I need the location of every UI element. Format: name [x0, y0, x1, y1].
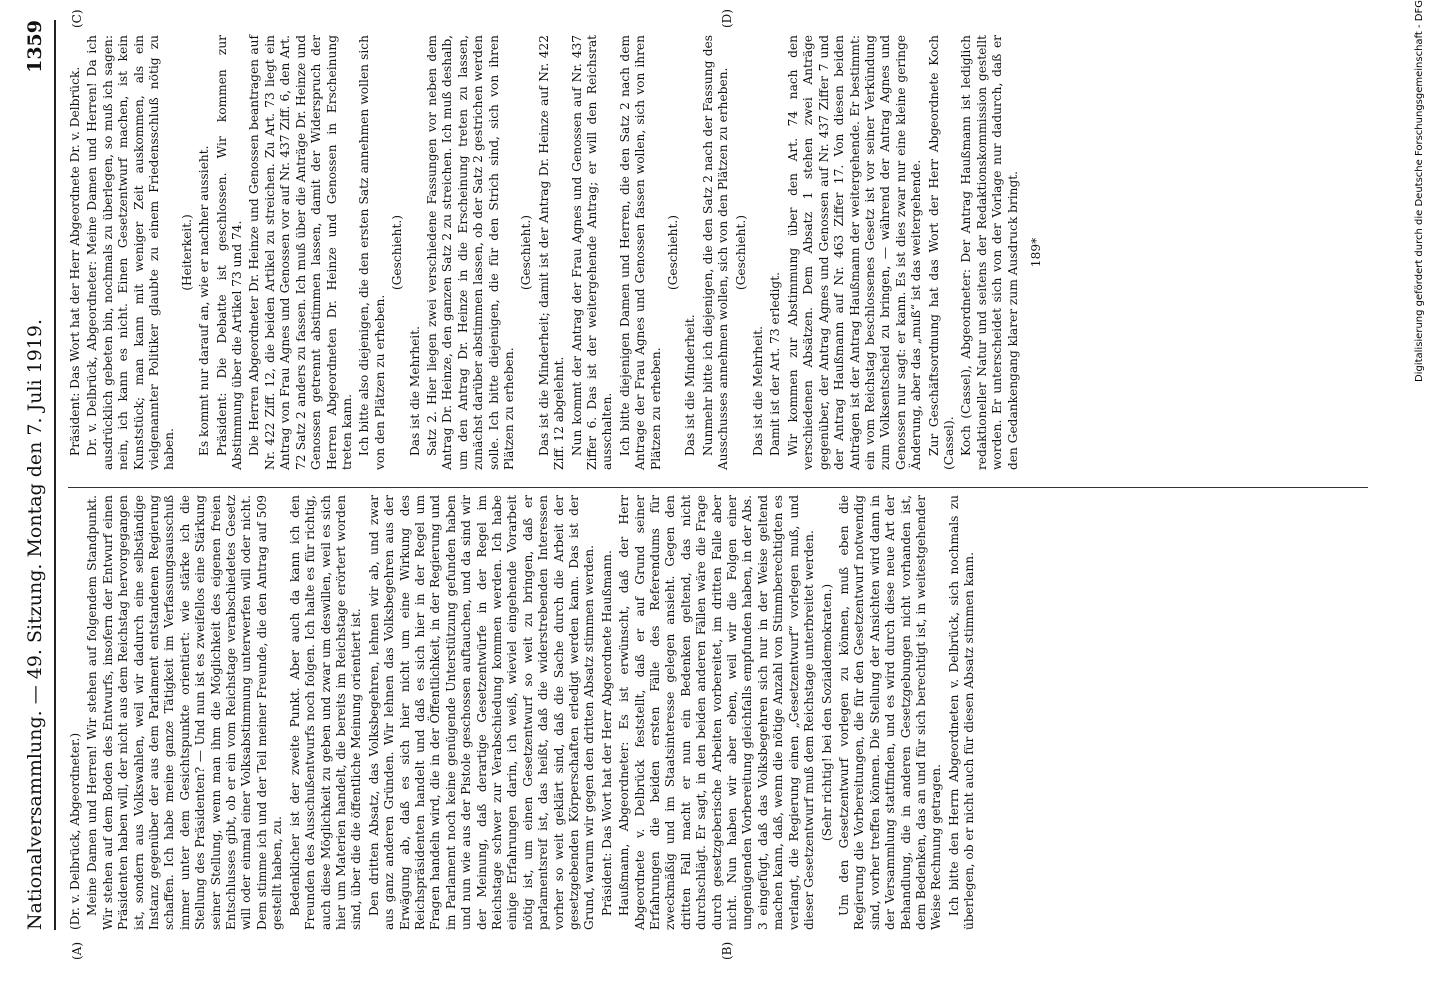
signature-mark: 189*: [1028, 237, 1043, 268]
paragraph: Dr. v. Delbrück, Abgeordneter: Meine Damen und Herren! Da ich ausdrücklich gebeten bin, nochmals zu überlegen, so muß ich sagen: nein, ich kann es nicht. Einen Gesetzentwurf machen, ist kein Kunststück; man kann mit weniger Zeit auskommen, als ein vielgenannter Politiker glaubte zu einem Friedensschluß nötig zu haben.: [85, 35, 177, 470]
paragraph: Damit ist der Art. 73 erledigt.: [768, 272, 783, 456]
margin-marker-d: (D): [720, 9, 734, 28]
paragraph: Koch (Cassel), Abgeordneter: Der Antrag Haußmann ist lediglich redaktioneller Natur und seitens der Redaktionskommission gestellt worden. Er unterscheidet sich von der Vorlage nur dadurch, daß er den Gedankengang klarer zum Ausdruck bringt.: [959, 35, 1020, 470]
paragraph: Bedenklicher ist der zweite Punkt. Aber auch da kann ich den Freunden des Ausschußentwurfs noch folgen. Ich halte es für richtig, auch diese Möglichkeit zu geben und zwar um deswillen, weil es sich hier um Materien handelt, die bereits im Reichstage erörtert worden sind, über die die öffentliche Meinung orientiert ist.: [287, 495, 364, 930]
paragraph: (Geschieht.): [390, 214, 405, 291]
paragraph: Nunmehr bitte ich diejenigen, die den Satz 2 nach der Fassung des Ausschusses annehmen wollen, sich von den Plätzen zu erheben.: [700, 35, 731, 470]
paragraph: Das ist die Mehrheit.: [407, 326, 422, 456]
paragraph: Nun kommt der Antrag der Frau Agnes und Genossen auf Nr. 437 Ziffer 6. Das ist der weitergehende Antrag; er will den Reichsrat ausschalten.: [569, 35, 615, 470]
margin-marker-c: (C): [70, 9, 84, 28]
page-header: [22, 20, 56, 930]
paragraph: Haußmann, Abgeordneter: Es ist erwünscht, daß der Herr Abgeordnete v. Delbrück feststellt, daß er auf Grund seiner Erfahrungen die beiden ersten Fälle des Referendums für zweckmäßig und im Staatsinteresse gelegen ansieht. Gegen den dritten Fall macht er nun ein Bedenken geltend, das nicht durchschlägt. Er sagt, in den beiden anderen Fällen wäre die Frage durch gesetzgeberische Arbeiten vorbereitet, im dritten Falle aber nicht. Nun haben wir aber eben, weil wir die Folgen einer ungenügenden Vorbereitung gleichfalls empfunden haben, in der Abs. 3 eingefügt, daß das Volksbegehren sich nur in der Weise geltend machen kann, daß, wenn die nötige Anzahl von Stimmberechtigten es verlangt, die Regierung einen „Gesetzentwurf“ vorlegen muß, und dieser Gesetzentwurf muß dem Reichstage unterbreitet werden.: [617, 495, 817, 930]
header-title: Nationalversammlung. — 49. Sitzung. Montag den 7. Juli 1919.: [24, 318, 46, 930]
paragraph: (Geschieht.): [733, 214, 748, 291]
paragraph: (Heiterkeit.): [179, 214, 194, 291]
paragraph: Das ist die Minderheit; damit ist der Antrag Dr. Heinze auf Nr. 422 Ziff. 12 abgelehnt.: [536, 35, 567, 470]
margin-marker-b: (B): [720, 941, 734, 960]
margin-marker-a: (A): [70, 941, 84, 960]
paragraph: (Sehr richtig! bei den Sozialdemokraten.): [819, 583, 834, 842]
left-column: [68, 495, 980, 930]
column-divider: [68, 487, 1368, 488]
paragraph: Den dritten Absatz, das Volksbegehren, lehnen wir ab, und zwar aus ganz anderen Gründen. Wir lehnen das Volksbegehren aus der Erwägung ab, daß es sich hier nicht um eine Wirkung des Reichspräsidenten handelt und daß es sich hier in der Regel um Fragen handeln wird, die in der Öffentlichkeit, in der Regierung und im Parlament noch keine genügende Unterstützung gefunden haben und nun wie aus der Pistole geschossen auftauchen, und da sind wir der Meinung, daß derartige Gesetzentwürfe in der Regel im Reichstage schwer zur Verabschiedung kommen werden. Ich habe einige Erfahrungen darin, ich weiß, wieviel eingehende Vorarbeit nötig ist, um einen Gesetzentwurf so weit zu bringen, daß er parlamentsreif ist, das heißt, daß die widerstrebenden Interessen vorher so weit geklärt sind, daß die Sache durch die Arbeit der gesetzgebenden Körperschaften erledigt werden kann. Das ist der Grund, warum wir gegen den dritten Absatz stimmen werden.: [366, 495, 597, 930]
paragraph: Präsident: Das Wort hat der Herr Abgeordnete Dr. v. Delbrück.: [68, 66, 82, 456]
paragraph: Das ist die Mehrheit.: [751, 326, 766, 456]
paragraph: Es kommt nur darauf an, wie er nachher aussieht.: [197, 145, 212, 456]
paragraph: Meine Damen und Herren! Wir stehen auf folgendem Standpunkt. Wir stehen auf dem Boden des Entwurfs, insofern der Entwurf einen Präsidenten haben will, der nicht aus dem Reichstag hervorgegangen ist, sondern aus Volkswahlen, weil wir dadurch eine selbständige Instanz gegenüber der aus dem Parlament entstandenen Regierung schaffen. Ich habe meine ganze Tätigkeit im Verfassungsausschuß immer unter dem Gesichtspunkte orientiert: wie stärke ich die Stellung des Präsidenten? — Und nun ist es zweifellos eine Stärkung seiner Stellung, wenn man ihm die Möglichkeit des eigenen freien Entschlusses gibt, ob er ein vom Reichstage verabschiedetes Gesetz will oder einmal einer Volksabstimmung unterwerfen will oder nicht. Dem stimme ich und der Teil meiner Freunde, die den Antrag auf 509 gestellt haben, zu.: [85, 495, 285, 930]
paragraph: Zur Geschäftsordnung hat das Wort der Herr Abgeordnete Koch (Cassel).: [926, 35, 956, 470]
paragraph: Präsident: Die Debatte ist geschlossen. Wir kommen zur Abstimmung über die Artikel 73 und 74.: [214, 35, 245, 470]
paragraph: Die Herren Abgeordneter Dr. Heinze und Genossen beantragen auf Nr. 422 Ziff. 12, die beiden Artikel zu streichen. Zu Art. 73 liegt ein Antrag von Frau Agnes und Genossen vor auf Nr. 437 Ziff. 6, den Art. 72 Satz 2 anders zu fassen. Ich muß über die Anträge Dr. Heinze und Genossen getrennt abstimmen lassen, damit der Widerspruch der Herren Abgeordneten Dr. Heinze und Genossen in Erscheinung treten kann.: [247, 35, 354, 470]
paragraph: Wir kommen zur Abstimmung über den Art. 74 nach den verschiedenen Absätzen. Dem Absatz 1 stehen zwei Anträge gegenüber, der Antrag Agnes und Genossen auf Nr. 437 Ziffer 7 und der Antrag Haußmann auf Nr. 463 Ziffer 17. Von diesen beiden Anträgen ist der Antrag Haußmann der weitergehende. Er bestimmt: ein vom Reichstag beschlossenes Gesetz ist vor seiner Verkündung zum Volksentscheid zu bringen, — während der Antrag Agnes und Genossen nur sagt: er kann. Es ist dies zwar nur eine kleine geringe Änderung, aber das „muß“ ist das weitergehende.: [785, 35, 924, 470]
paragraph: Um den Gesetzentwurf vorlegen zu können, muß eben die Regierung die Vorbereitungen, die für den Gesetzentwurf notwendig sind, vorher treffen können. Die Stellung der Ansichten wird dann in der Versammlung stattfinden, und es wird durch diese neue Art der Behandlung, die in anderen Gesetzgebungen nicht vorhanden ist, dem Bedenken, das an und für sich berechtigt ist, in weitestgehender Weise Rechnung getragen.: [836, 495, 944, 930]
dfg-note-text: Digitalisierung gefördert durch die Deutsche Forschungsgemeinschaft - DFG: [1414, 0, 1425, 383]
paragraph: Ich bitte diejenigen Damen und Herren, die den Satz 2 nach dem Antrage der Frau Agnes und Genossen fassen wollen, sich von ihren Plätzen zu erheben.: [617, 35, 663, 470]
paragraph: Satz 2. Hier liegen zwei verschiedene Fassungen vor neben dem Antrag Dr. Heinze, den ganzen Satz 2 zu streichen. Ich muß deshalb, um den Antrag Dr. Heinze in die Erscheinung treten zu lassen, zunächst darüber abstimmen lassen, ob der Satz 2 gestrichen werden solle. Ich bitte diejenigen, die für den Strich sind, sich von ihren Plätzen zu erheben.: [424, 35, 516, 470]
paragraph: Präsident: Das Wort hat der Herr Abgeordnete Haußmann.: [599, 550, 614, 916]
paragraph: (Geschieht.): [519, 214, 534, 291]
paragraph: (Dr. v. Delbrück, Abgeordneter.): [68, 732, 82, 930]
right-column: [68, 35, 1046, 470]
paragraph: Ich bitte also diejenigen, die den ersten Satz annehmen wollen sich von den Plätzen zu erheben.: [357, 35, 387, 470]
page-number: 1359: [24, 20, 46, 73]
paragraph: (Geschieht.): [666, 214, 681, 291]
paragraph: Das ist die Minderheit.: [683, 314, 698, 456]
paragraph: Ich bitte den Herrn Abgeordneten v. Delbrück, sich nochmals zu überlegen, ob er nicht auch für diesen Absatz stimmen kann.: [946, 495, 977, 930]
